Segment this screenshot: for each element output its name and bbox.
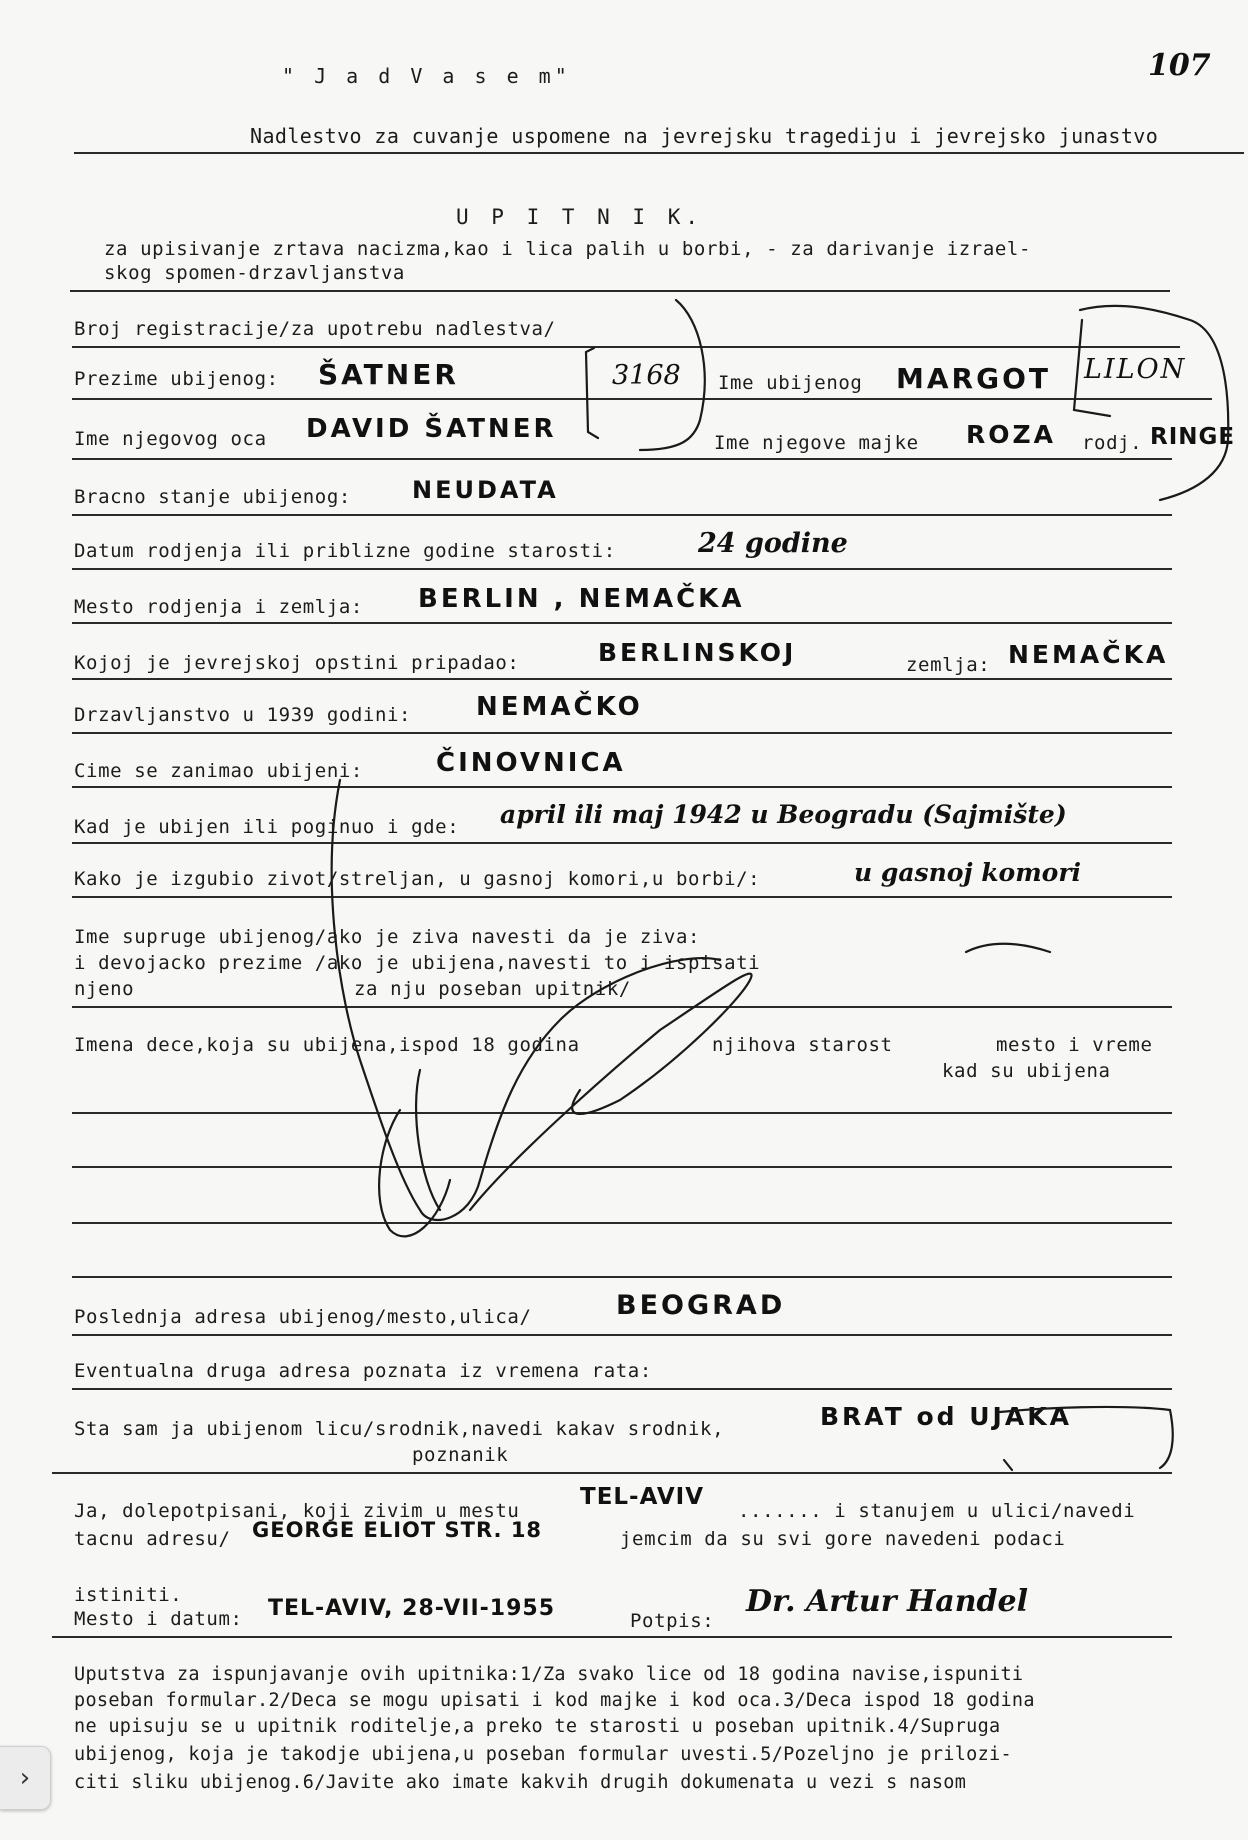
place-date-label: Mesto i datum:: [74, 1608, 243, 1630]
children-age-label: njihova starost: [712, 1034, 893, 1056]
header-rule: [74, 152, 1244, 154]
org-name: " J a d V a s e m": [282, 64, 571, 88]
declaration-line2b: jemcim da su svi gore navedeni podaci: [620, 1528, 1066, 1550]
spouse-label-line1: Ime supruge ubijenog/ako je ziva navesti da je ziva:: [74, 926, 701, 948]
institution-subtitle: Nadlestvo za cuvanje uspomene na jevrejsku tragediju i jevrejsko junastvo: [250, 124, 1159, 148]
occupation-label: Cime se zanimao ubijeni:: [74, 760, 363, 782]
manner-of-death-value: u gasnoj komori: [854, 858, 1082, 887]
rule: [72, 1112, 1172, 1114]
spouse-label-line2: i devojacko prezime /ako je ubijena,navesti to i ispisati: [74, 952, 761, 974]
place-date-value: TEL-AVIV, 28-VII-1955: [268, 1596, 556, 1621]
birth-date-value: 24 godine: [698, 528, 848, 559]
father-value: DAVID ŠATNER: [306, 414, 557, 444]
street-value: GEORGE ELIOT STR. 18: [252, 1518, 543, 1542]
rule: [52, 1636, 1172, 1638]
relation-value: BRAT od UJAKA: [820, 1402, 1072, 1431]
registration-number-value: 3168: [612, 360, 681, 391]
signature-value: Dr. Artur Handel: [746, 1584, 1029, 1619]
mother-value: ROZA: [966, 420, 1056, 449]
spouse-label-line3a: njeno: [74, 978, 135, 1000]
rule: [72, 514, 1172, 516]
relation-label: Sta sam ja ubijenom licu/srodnik,navedi kakav srodnik,: [74, 1418, 725, 1440]
rule: [72, 346, 1180, 348]
wartime-address-label: Eventualna druga adresa poznata iz vremena rata:: [74, 1360, 652, 1382]
death-place-time-value: april ili maj 1942 u Beogradu (Sajmište): [500, 800, 1067, 829]
declaration-line1a: Ja, dolepotpisani, koji zivim u mestu: [74, 1500, 520, 1522]
rule: [72, 732, 1172, 734]
form-purpose-line1: za upisivanje zrtava nacizma,kao i lica palih u borbi, - za darivanje izrael-: [104, 238, 1031, 260]
death-place-time-label: Kad je ubijen ili poginuo i gde:: [74, 816, 460, 838]
rule: [72, 458, 1172, 460]
last-address-value: BEOGRAD: [616, 1290, 786, 1321]
rule: [72, 1166, 1172, 1168]
marital-status-value: NEUDATA: [412, 476, 559, 504]
marital-status-label: Bracno stanje ubijenog:: [74, 486, 351, 508]
signature-label: Potpis:: [630, 1610, 715, 1632]
rule: [70, 290, 1170, 292]
chevron-right-icon: ›: [19, 1763, 31, 1793]
rule: [72, 622, 1172, 624]
instructions-line1: Uputstva za ispunjavanje ovih upitnika:1/Za svako lice od 18 godina navise,ispuniti: [74, 1664, 1024, 1685]
instructions-line4: ubijenog, koja je takodje ubijena,u poseban formular uvesti.5/Pozeljno je prilozi-: [74, 1744, 1012, 1765]
instructions-line5: citi sliku ubijenog.6/Javite ako imate kakvih drugih dokumenata u vezi s nasom: [74, 1772, 967, 1793]
mother-maiden-value: RINGE: [1150, 424, 1236, 450]
father-label: Ime njegovog oca: [74, 428, 267, 450]
rule: [72, 1006, 1172, 1008]
children-place-label2: kad su ubijena: [942, 1060, 1111, 1082]
page-number: 107: [1148, 48, 1211, 83]
birth-date-label: Datum rodjenja ili priblizne godine starosti:: [74, 540, 616, 562]
registration-label: Broj registracije/za upotrebu nadlestva/: [74, 318, 556, 340]
declaration-line1b: ....... i stanujem u ulici/navedi: [738, 1500, 1136, 1522]
citizenship-value: NEMAČKO: [476, 692, 643, 722]
surname-value: ŠATNER: [318, 358, 459, 391]
rule: [72, 896, 1172, 898]
declaration-line3: istiniti.: [74, 1584, 183, 1606]
rule: [72, 1222, 1172, 1224]
rule: [52, 1472, 1172, 1474]
rule: [72, 398, 1212, 400]
last-address-label: Poslednja adresa ubijenog/mesto,ulica/: [74, 1306, 532, 1328]
rule: [72, 1334, 1172, 1336]
instructions-line2: poseban formular.2/Deca se mogu upisati i kod majke i kod oca.3/Deca ispod 18 godina: [74, 1690, 1035, 1711]
relation-label2: poznanik: [412, 1444, 509, 1466]
community-country-value: NEMAČKA: [1008, 640, 1169, 669]
birthplace-label: Mesto rodjenja i zemlja:: [74, 596, 363, 618]
community-country-label: zemlja:: [906, 654, 991, 676]
first-name-extra: LILON: [1084, 354, 1187, 385]
occupation-value: ČINOVNICA: [436, 748, 626, 778]
rule: [72, 786, 1172, 788]
form-purpose-line2: skog spomen-drzavljanstva: [104, 262, 405, 284]
children-label: Imena dece,koja su ubijena,ispod 18 godina: [74, 1034, 580, 1056]
manner-of-death-label: Kako je izgubio zivot/streljan, u gasnoj komori,u borbi/:: [74, 868, 761, 890]
residence-value: TEL-AVIV: [580, 1484, 704, 1510]
surname-label: Prezime ubijenog:: [74, 368, 279, 390]
community-value: BERLINSKOJ: [598, 638, 797, 667]
rule: [72, 842, 1172, 844]
citizenship-label: Drzavljanstvo u 1939 godini:: [74, 704, 412, 726]
mother-label: Ime njegove majke: [714, 432, 919, 454]
first-name-value: MARGOT: [896, 362, 1051, 395]
rule: [72, 1276, 1172, 1278]
first-name-label: Ime ubijenog: [718, 372, 863, 394]
rule: [72, 678, 1172, 680]
spouse-label-line3b: za nju poseban upitnik/: [354, 978, 631, 1000]
community-label: Kojoj je jevrejskoj opstini pripadao:: [74, 652, 520, 674]
rule: [72, 1388, 1172, 1390]
birthplace-value: BERLIN , NEMAČKA: [418, 584, 745, 614]
instructions-line3: ne upisuju se u upitnik roditelje,a preko te starosti u poseban upitnik.4/Supruga: [74, 1716, 1001, 1737]
declaration-line2a: tacnu adresu/: [74, 1528, 231, 1550]
form-title: U P I T N I K.: [456, 205, 704, 229]
mother-maiden-label: rodj.: [1082, 432, 1143, 454]
expand-panel-button[interactable]: [0, 1746, 51, 1810]
children-place-label: mesto i vreme: [996, 1034, 1153, 1056]
rule: [72, 568, 1172, 570]
